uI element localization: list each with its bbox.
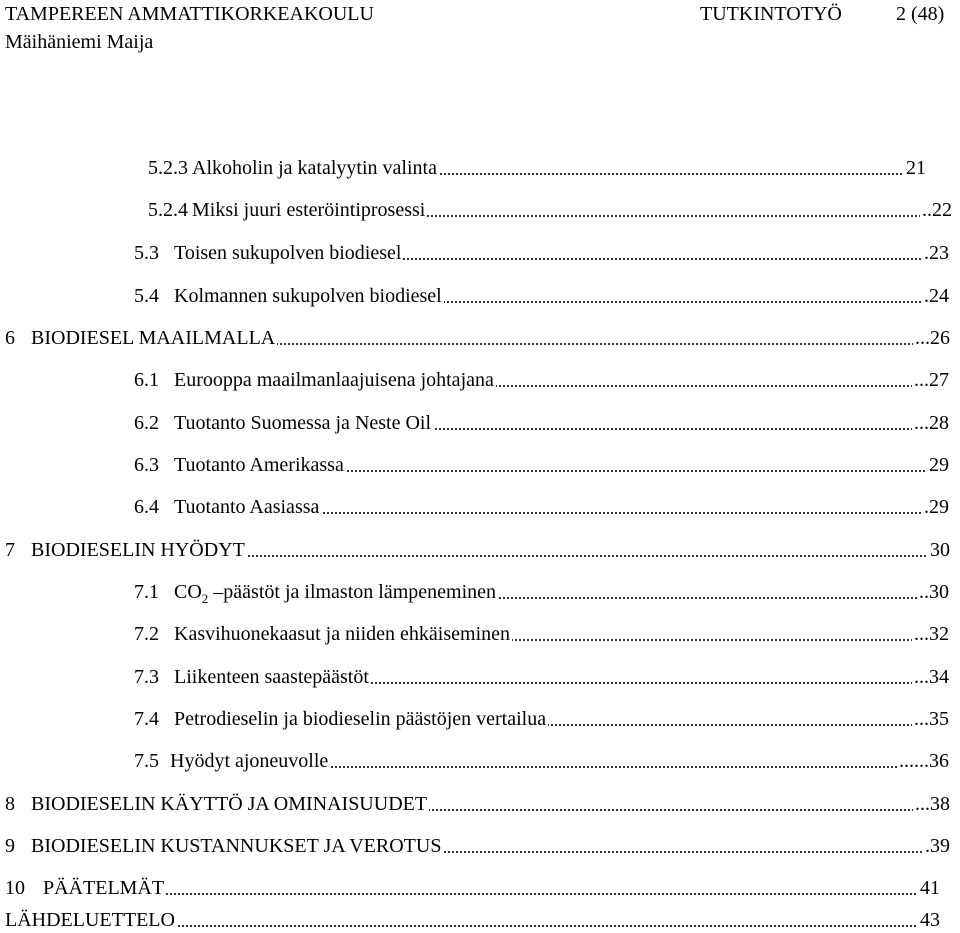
toc-title: PÄÄTELMÄT [39, 877, 166, 899]
toc-page: ...28 [914, 412, 949, 434]
toc-number: 6.2 [134, 410, 170, 436]
toc-entry[interactable] [134, 621, 949, 647]
toc-title: Liikenteen saastepäästöt [170, 666, 371, 688]
toc-entry[interactable] [134, 579, 949, 605]
toc-number: 5.4 [134, 283, 170, 309]
toc-entry[interactable] [5, 907, 940, 933]
document-type: TUTKINTOTYÖ [700, 3, 842, 25]
toc-entry[interactable] [134, 240, 949, 266]
toc-title: Kolmannen sukupolven biodiesel [170, 285, 444, 307]
toc-page: 41 [920, 877, 940, 899]
toc-title: Tuotanto Amerikassa [170, 454, 346, 476]
toc-page: .39 [925, 835, 950, 857]
toc-page: .23 [924, 242, 949, 264]
toc-entry[interactable] [5, 791, 950, 817]
toc-entry[interactable] [5, 875, 940, 901]
toc-entry[interactable] [134, 748, 949, 774]
toc-title: BIODIESELIN KÄYTTÖ JA OMINAISUUDET [27, 793, 429, 815]
toc-page: .29 [924, 496, 949, 518]
toc-page: ...35 [914, 708, 949, 730]
toc-title: Tuotanto Aasiassa [170, 496, 321, 518]
toc-title: Eurooppa maailmanlaajuisena johtajana [170, 369, 496, 391]
toc-page: ...38 [915, 793, 950, 815]
toc-title: Hyödyt ajoneuvolle [170, 750, 329, 772]
toc-page: ..22 [922, 199, 952, 221]
toc-title [170, 581, 498, 603]
toc-number: 9 [5, 833, 27, 859]
toc-number: 7.5 [134, 748, 168, 774]
toc-title-rest: –päästöt ja ilmaston lämpeneminen [213, 581, 497, 603]
toc-number: 7 [5, 537, 27, 563]
toc-number: 7.4 [134, 706, 170, 732]
author-name: Mäihäniemi Maija [5, 31, 154, 53]
toc-number: 5.2.4 [148, 199, 188, 221]
toc-title: Alkoholin ja katalyytin valinta [188, 157, 439, 179]
co2-subscript: 2 [201, 591, 209, 605]
toc-page: 29 [929, 454, 949, 476]
co2-formula: CO [174, 581, 202, 603]
toc-entry[interactable] [148, 155, 926, 181]
toc-page: .24 [924, 285, 949, 307]
toc-title: Toisen sukupolven biodiesel [170, 242, 403, 264]
toc-number: 6.3 [134, 452, 170, 478]
toc-number: 8 [5, 791, 27, 817]
toc-page: ...32 [914, 623, 949, 645]
toc-title: Kasvihuonekaasut ja niiden ehkäiseminen [170, 623, 512, 645]
page-number: 2 (48) [896, 3, 945, 25]
toc-page: ..30 [919, 581, 949, 603]
toc-number: 7.3 [134, 664, 170, 690]
toc-entry[interactable] [134, 706, 949, 732]
toc-number: 5.2.3 [148, 157, 188, 179]
toc-title: BIODIESEL MAAILMALLA [27, 327, 277, 349]
toc-page: 43 [920, 909, 940, 931]
toc-page: 30 [930, 539, 950, 561]
toc-page: ...27 [914, 369, 949, 391]
institution-name: TAMPEREEN AMMATTIKORKEAKOULU [5, 3, 374, 25]
toc-number: 6 [5, 325, 27, 351]
toc-number: 7.2 [134, 621, 170, 647]
toc-entry[interactable] [134, 367, 949, 393]
toc-page: 21 [906, 157, 926, 179]
toc-title: Tuotanto Suomessa ja Neste Oil [170, 412, 433, 434]
toc-title: BIODIESELIN HYÖDYT [27, 539, 247, 561]
toc-number: 10 [5, 875, 39, 901]
toc-number: 7.1 [134, 579, 170, 605]
toc-number: 6.4 [134, 494, 170, 520]
toc-title: Petrodieselin ja biodieselin päästöjen vertailua [170, 708, 548, 730]
toc-entry[interactable] [5, 325, 950, 351]
toc-number: 6.1 [134, 367, 170, 393]
toc-entry[interactable] [134, 452, 949, 478]
toc-entry[interactable] [134, 664, 949, 690]
toc-entry[interactable] [148, 197, 952, 223]
toc-title: LÄHDELUETTELO [5, 909, 175, 931]
toc-entry[interactable] [134, 494, 949, 520]
toc-entry[interactable] [134, 283, 949, 309]
toc-page: ...34 [914, 666, 949, 688]
toc-number: 5.3 [134, 240, 170, 266]
toc-title: BIODIESELIN KUSTANNUKSET JA VEROTUS [27, 835, 443, 857]
toc-entry[interactable] [5, 537, 950, 563]
toc-entry[interactable] [134, 410, 949, 436]
toc-page: ......36 [899, 750, 949, 772]
toc-title: Miksi juuri esteröintiprosessi [188, 199, 427, 221]
toc-page: ...26 [915, 327, 950, 349]
toc-entry[interactable] [5, 833, 950, 859]
